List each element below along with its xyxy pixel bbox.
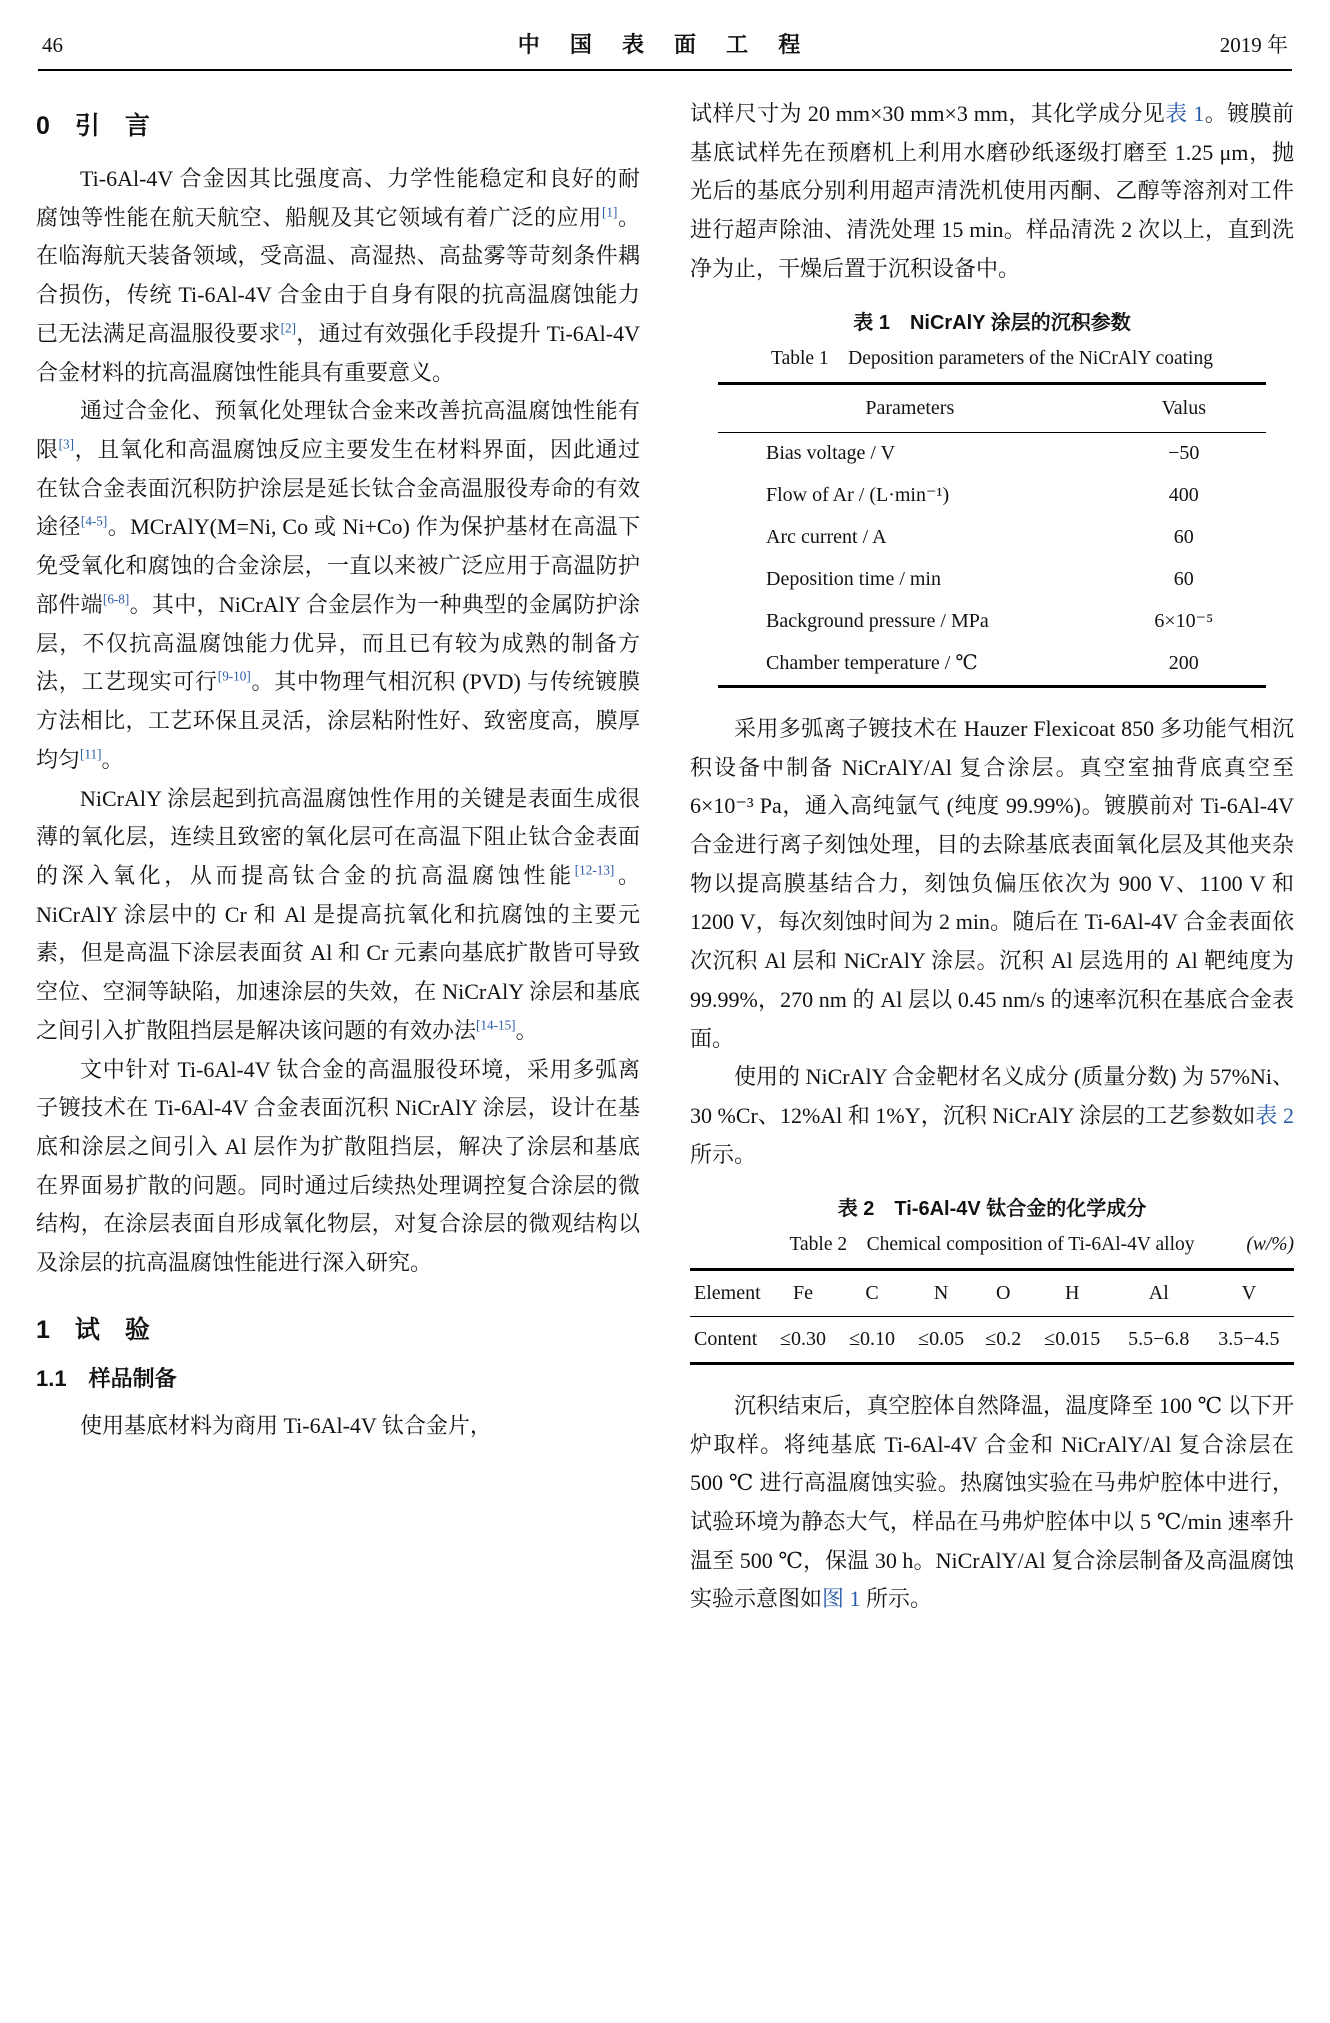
text-run: 使用的 NiCrAlY 合金靶材名义成分 (质量分数) 为 57%Ni、30 %Cr、12%Al 和 1%Y，沉积 NiCrAlY 涂层的工艺参数如 — [690, 1064, 1294, 1129]
table-row — [718, 601, 1266, 643]
table-cell: 200 — [1168, 652, 1199, 675]
citation-ref[interactable]: [11] — [80, 746, 102, 762]
deposition-parameters-table — [718, 382, 1266, 688]
paragraph — [36, 392, 640, 779]
citation-ref[interactable]: [6-8] — [102, 591, 130, 607]
chemical-composition-table — [690, 1268, 1294, 1365]
text-run: 所示。 — [860, 1586, 933, 1612]
page-number: 46 — [42, 33, 63, 57]
table-row — [690, 1269, 1294, 1316]
table-cell: 3.5−4.5 — [1218, 1327, 1280, 1350]
text-run: 所示。 — [690, 1141, 757, 1167]
paragraph — [690, 710, 1294, 1058]
citation-ref[interactable]: [14-15] — [476, 1017, 516, 1033]
table-cell: −50 — [1168, 442, 1200, 465]
table-cell: O — [995, 1281, 1011, 1304]
text-run: 。镀膜前基底试样先在预磨机上利用水磨砂纸逐级打磨至 1.25 μm，抛光后的基底分别利用超声清洗机使用丙酮、乙醇等溶剂对工件进行超声除油、清洗处理 15 min。样品清洗 2 次以上，直到洗净为止，干燥后置于沉积设备中。 — [690, 101, 1294, 281]
table-cell: Bias voltage / V — [766, 442, 896, 465]
table-cell: C — [865, 1281, 879, 1304]
table-header-row — [718, 383, 1266, 432]
paragraph — [690, 95, 1294, 289]
journal-title: 中 国 表 面 工 程 — [517, 32, 813, 57]
text-run: 文中针对 Ti-6Al-4V 钛合金的高温服役环境，采用多弧离子镀技术在 Ti-6Al-4V 合金表面沉积 NiCrAlY 涂层，设计在基底和涂层之间引入 Al 层作为扩散阻挡层，解决了涂层和基底在界面易扩散的问题。同时通过后续热处理调控复合涂层的微结构，在涂层表面自形成氧化物层，对复合涂层的微观结构以及涂层的抗高温腐蚀性能进行深入研究。 — [36, 1056, 640, 1276]
text-run: 使用基底材料为商用 Ti-6Al-4V 钛合金片， — [80, 1412, 492, 1438]
table-cell: 400 — [1168, 484, 1199, 507]
paragraph — [690, 1387, 1294, 1619]
table-cell: N — [933, 1281, 949, 1304]
table-row — [718, 559, 1266, 601]
table-cell: Element — [694, 1281, 761, 1304]
text-run: 试样尺寸为 20 mm×30 mm×3 mm，其化学成分见 — [690, 101, 1166, 126]
text-run: 通过合金化、预氧化处理钛合金来改善抗高温腐蚀性能有限 — [36, 398, 640, 463]
table-cell: Chamber temperature / ℃ — [766, 652, 978, 675]
table-row — [718, 475, 1266, 517]
table-cell: 60 — [1173, 568, 1194, 591]
text-run: 。其中物理气相沉积 (PVD) 与传统镀膜方法相比，工艺环保且灵活，涂层粘附性好、致密度高，膜厚均匀 — [36, 669, 640, 772]
table-cell: Fe — [793, 1281, 814, 1304]
table-cell: Deposition time / min — [766, 568, 941, 591]
column-header-parameters: Parameters — [865, 396, 955, 419]
table-cell: Arc current / A — [766, 526, 887, 549]
text-run: 。在临海航天装备领域，受高温、高湿热、高盐雾等苛刻条件耦合损伤，传统 Ti-6Al-4V 合金由于自身有限的抗高温腐蚀能力已无法满足高温服役要求 — [36, 204, 640, 346]
publication-year: 2019 年 — [1219, 33, 1288, 57]
text-run: ，且氧化和高温腐蚀反应主要发生在材料界面，因此通过在钛合金表面沉积防护涂层是延长钛合金高温服役寿命的有效途径 — [36, 437, 640, 540]
section-title-experiment: 1 试 验 — [36, 1315, 150, 1344]
cross-reference-link[interactable]: 表 2 — [1255, 1103, 1294, 1129]
paragraph — [36, 1407, 640, 1446]
table-2-unit-note: (w/%) — [1246, 1233, 1294, 1255]
citation-ref[interactable]: [3] — [58, 436, 75, 452]
right-column — [690, 95, 1294, 1619]
table-cell: ≤0.30 — [780, 1327, 827, 1350]
text-run: Ti-6Al-4V 合金因其比强度高、力学性能稳定和良好的耐腐蚀等性能在航天航空、船舰及其它领域有着广泛的应用 — [36, 166, 640, 230]
paragraph — [36, 780, 640, 1051]
citation-ref[interactable]: [12-13] — [574, 862, 615, 878]
table-cell: ≤0.015 — [1044, 1327, 1101, 1350]
table-cell: ≤0.10 — [849, 1327, 896, 1350]
table-row — [718, 432, 1266, 475]
section-title-introduction: 0 引 言 — [36, 112, 150, 140]
citation-ref[interactable]: [9-10] — [217, 669, 251, 685]
text-run: 。 — [515, 1017, 538, 1043]
table-2-caption-en — [690, 1231, 1294, 1258]
table-cell: 6×10⁻⁵ — [1154, 610, 1214, 633]
table-cell: Al — [1148, 1281, 1169, 1304]
table-1-block — [690, 309, 1294, 688]
citation-ref[interactable]: [1] — [601, 204, 618, 220]
text-run: 。其中，NiCrAlY 合金层作为一种典型的金属防护涂层，不仅抗高温腐蚀能力优异，而且已有较为成熟的制备方法，工艺现实可行 — [36, 591, 640, 695]
header-rule — [38, 69, 1292, 71]
table-row — [690, 1316, 1294, 1363]
subsection-title-sample-preparation: 1.1 样品制备 — [36, 1365, 177, 1391]
text-run: 。MCrAlY(M=Ni, Co 或 Ni+Co) 作为保护基材在高温下免受氧化和腐蚀的合金涂层，一直以来被广泛应用于高温防护部件端 — [36, 514, 640, 617]
table-2-caption-en-text: Table 2 Chemical composition of Ti-6Al-4V alloy — [789, 1233, 1195, 1255]
paragraph — [36, 1051, 640, 1283]
table-1-caption-en: Table 1 Deposition parameters of the NiCrAlY coating — [771, 347, 1213, 369]
table-cell: Background pressure / MPa — [766, 610, 989, 633]
table-cell: H — [1065, 1281, 1080, 1304]
cross-reference-link[interactable]: 图 1 — [822, 1586, 861, 1612]
text-run: 。NiCrAlY 涂层中的 Cr 和 Al 是提高抗氧化和抗腐蚀的主要元素，但是高温下涂层表面贫 Al 和 Cr 元素向基底扩散皆可导致空位、空洞等缺陷，加速涂层的失效，在 NiCrAlY 涂层和基底之间引入扩散阻挡层是解决该问题的有效办法 — [36, 862, 640, 1043]
table-2-block — [690, 1195, 1294, 1365]
table-cell: Flow of Ar / (L·min⁻¹) — [766, 484, 950, 507]
left-column — [36, 95, 640, 1619]
text-run: 采用多弧离子镀技术在 Hauzer Flexicoat 850 多功能气相沉积设备中制备 NiCrAlY/Al 复合涂层。真空室抽背底真空至 6×10⁻³ Pa，通入高纯氩气 (纯度 99.99%)。镀膜前对 Ti-6Al-4V 合金进行离子刻蚀处理，目的去除基底表面氧化层及其他夹杂物以提高膜基结合力，刻蚀负偏压依次为 900 V、1100 V 和 1200 V，每次刻蚀时间为 2 min。随后在 Ti-6Al-4V 合金表面依次沉积 Al 层和 NiCrAlY 涂层。沉积 Al 层选用的 Al 靶纯度为 99.99%，270 nm 的 Al 层以 0.45 nm/s 的速率沉积在基底合金表面。 — [690, 715, 1294, 1051]
cross-reference-link[interactable]: 表 1 — [1165, 101, 1205, 126]
table-cell: 5.5−6.8 — [1128, 1327, 1190, 1350]
paragraph — [36, 160, 640, 392]
table-2-caption-cn: 表 2 Ti-6Al-4V 钛合金的化学成分 — [837, 1197, 1147, 1220]
text-run: 沉积结束后，真空腔体自然降温，温度降至 100 ℃ 以下开炉取样。将纯基底 Ti-6Al-4V 合金和 NiCrAlY/Al 复合涂层在 500 ℃ 进行高温腐蚀实验。热腐蚀实验在马弗炉腔体中进行，试验环境为静态大气，样品在马弗炉腔体中以 5 ℃/min 速率升温至 500 ℃，保温 30 h。NiCrAlY/Al 复合涂层制备及高温腐蚀实验示意图如 — [690, 1392, 1294, 1612]
table-row — [718, 643, 1266, 687]
column-header-values: Valus — [1161, 396, 1207, 419]
two-column-body — [36, 95, 1294, 1619]
table-1-caption-cn: 表 1 NiCrAlY 涂层的沉积参数 — [853, 311, 1131, 334]
citation-ref[interactable]: [4-5] — [80, 514, 108, 530]
table-cell: ≤0.2 — [985, 1327, 1022, 1350]
table-row — [718, 517, 1266, 559]
table-cell: V — [1241, 1281, 1257, 1304]
table-cell: 60 — [1173, 526, 1194, 549]
text-run: 。 — [101, 746, 124, 772]
table-cell: ≤0.05 — [918, 1327, 965, 1350]
paragraph — [690, 1058, 1294, 1174]
text-run: NiCrAlY 涂层起到抗高温腐蚀性作用的关键是表面生成很薄的氧化层，连续且致密的氧化层可在高温下阻止钛合金表面的深入氧化，从而提高钛合金的抗高温腐蚀性能 — [36, 785, 640, 888]
running-head — [36, 26, 1294, 69]
table-cell: Content — [694, 1327, 758, 1350]
citation-ref[interactable]: [2] — [280, 320, 297, 336]
text-run: ，通过有效强化手段提升 Ti-6Al-4V 合金材料的抗高温腐蚀性能具有重要意义。 — [36, 320, 640, 385]
